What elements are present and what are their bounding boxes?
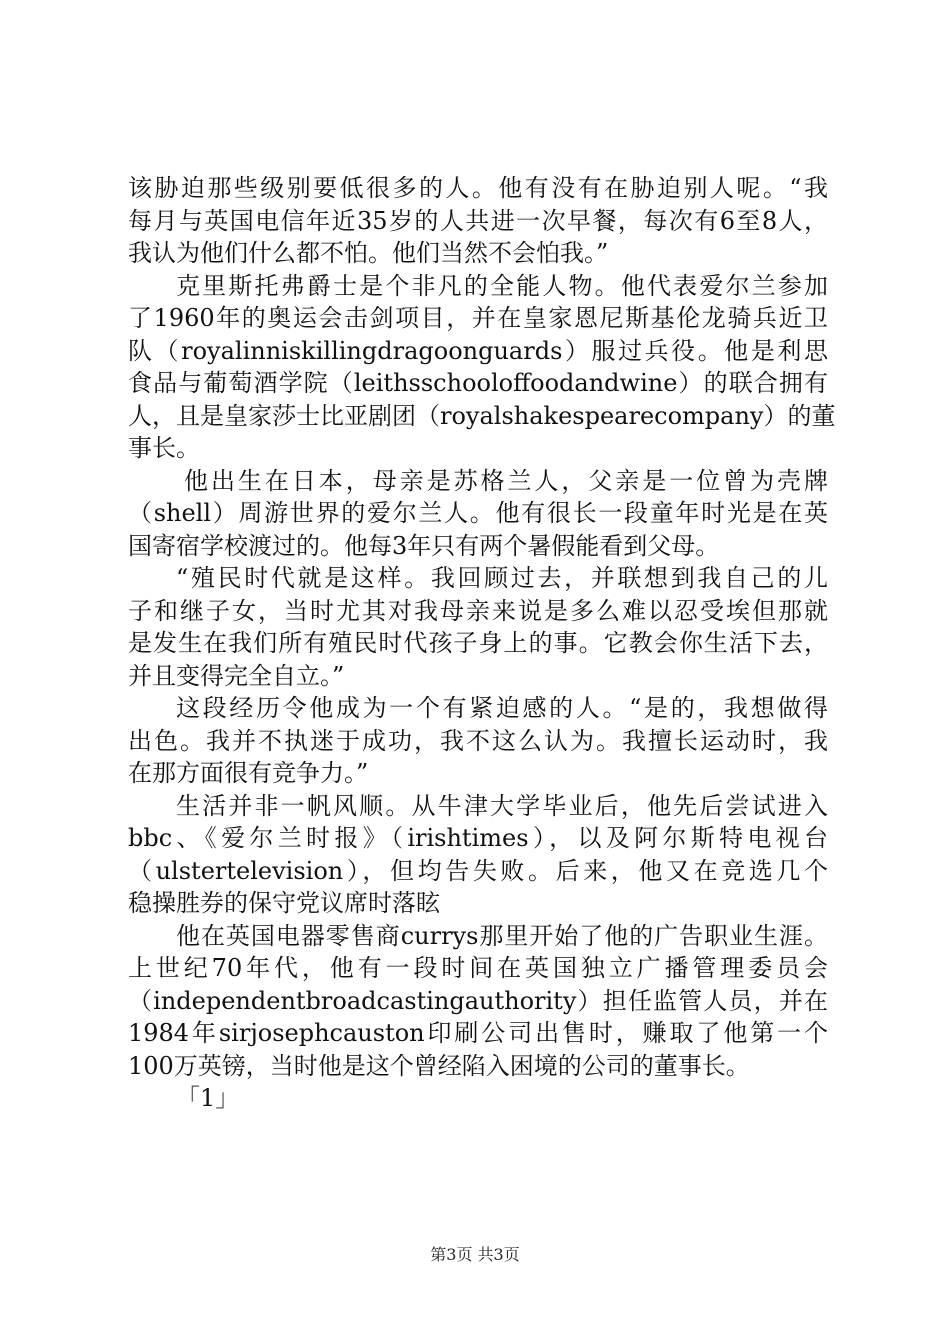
text-line: 他出生在日本，母亲是苏格兰人，父亲是一位曾为壳牌: [184, 466, 828, 495]
text-line: 100万英镑，当时他是这个曾经陷入困境的公司的董事长。: [128, 1051, 750, 1080]
text-line: 了1960年的奥运会击剑项目，并在皇家恩尼斯基伦龙骑兵近卫: [128, 304, 828, 332]
text-line: （shell）周游世界的爱尔兰人。他有很长一段童年时光是在英: [128, 499, 828, 527]
text-line: 在那方面很有竞争力。”: [128, 759, 369, 787]
text-line: 队（royalinniskillingdragoonguards）服过兵役。他是利思: [128, 336, 828, 365]
text-line: 生活并非一帆风顺。从牛津大学毕业后，他先后尝试进入: [176, 791, 828, 820]
text-line: bbc、《爱尔兰时报》（irishtimes），以及阿尔斯特电视台: [128, 824, 828, 852]
text-line: 人，且是皇家莎士比亚剧团（royalshakespearecompany）的董: [128, 401, 836, 430]
text-line: 上世纪70年代，他有一段时间在英国独立广播管理委员会: [128, 954, 828, 982]
text-line: 国寄宿学校渡过的。他每3年只有两个暑假能看到父母。: [128, 531, 720, 560]
text-line: （independentbroadcastingauthority）担任监管人员，并在: [128, 986, 828, 1015]
text-line: 每月与英国电信年近35岁的人共进一次早餐，每次有6至8人，: [128, 206, 828, 235]
text-line: （ulstertelevision），但均告失败。后来，他又在竞选几个: [128, 856, 828, 885]
text-line: 是发生在我们所有殖民时代孩子身上的事。它教会你生活下去，: [128, 629, 828, 657]
text-line: 这段经历令他成为一个有紧迫感的人。“是的，我想做得: [176, 694, 828, 722]
text-line: 该胁迫那些级别要低很多的人。他有没有在胁迫别人呢。“我: [128, 174, 828, 202]
text-line: 他在英国电器零售商currys那里开始了他的广告职业生涯。: [176, 921, 828, 950]
document-body: [128, 172, 836, 1115]
text-line: “殖民时代就是这样。我回顾过去，并联想到我自己的儿: [176, 564, 828, 592]
text-line: 我认为他们什么都不怕。他们当然不会怕我。”: [128, 239, 609, 267]
text-line: 1984年sirjosephcauston印刷公司出售时，赚取了他第一个: [128, 1019, 828, 1047]
text-line: 子和继子女，当时尤其对我母亲来说是多么难以忍受埃但那就: [128, 596, 828, 625]
text-line: 克里斯托弗爵士是个非凡的全能人物。他代表爱尔兰参加: [176, 271, 828, 300]
page-number: 第3页 共3页: [430, 1245, 520, 1264]
text-line: 食品与葡萄酒学院（leithsschooloffoodandwine）的联合拥有: [128, 369, 828, 397]
text-line: 事长。: [128, 434, 200, 462]
text-line: 并且变得完全自立。”: [128, 661, 345, 690]
footnote-marker: 「1」: [176, 1084, 240, 1112]
text-line: 出色。我并不执迷于成功，我不这么认为。我擅长运动时，我: [128, 726, 828, 755]
text-line: 稳操胜券的保守党议席时落眩: [128, 889, 440, 917]
